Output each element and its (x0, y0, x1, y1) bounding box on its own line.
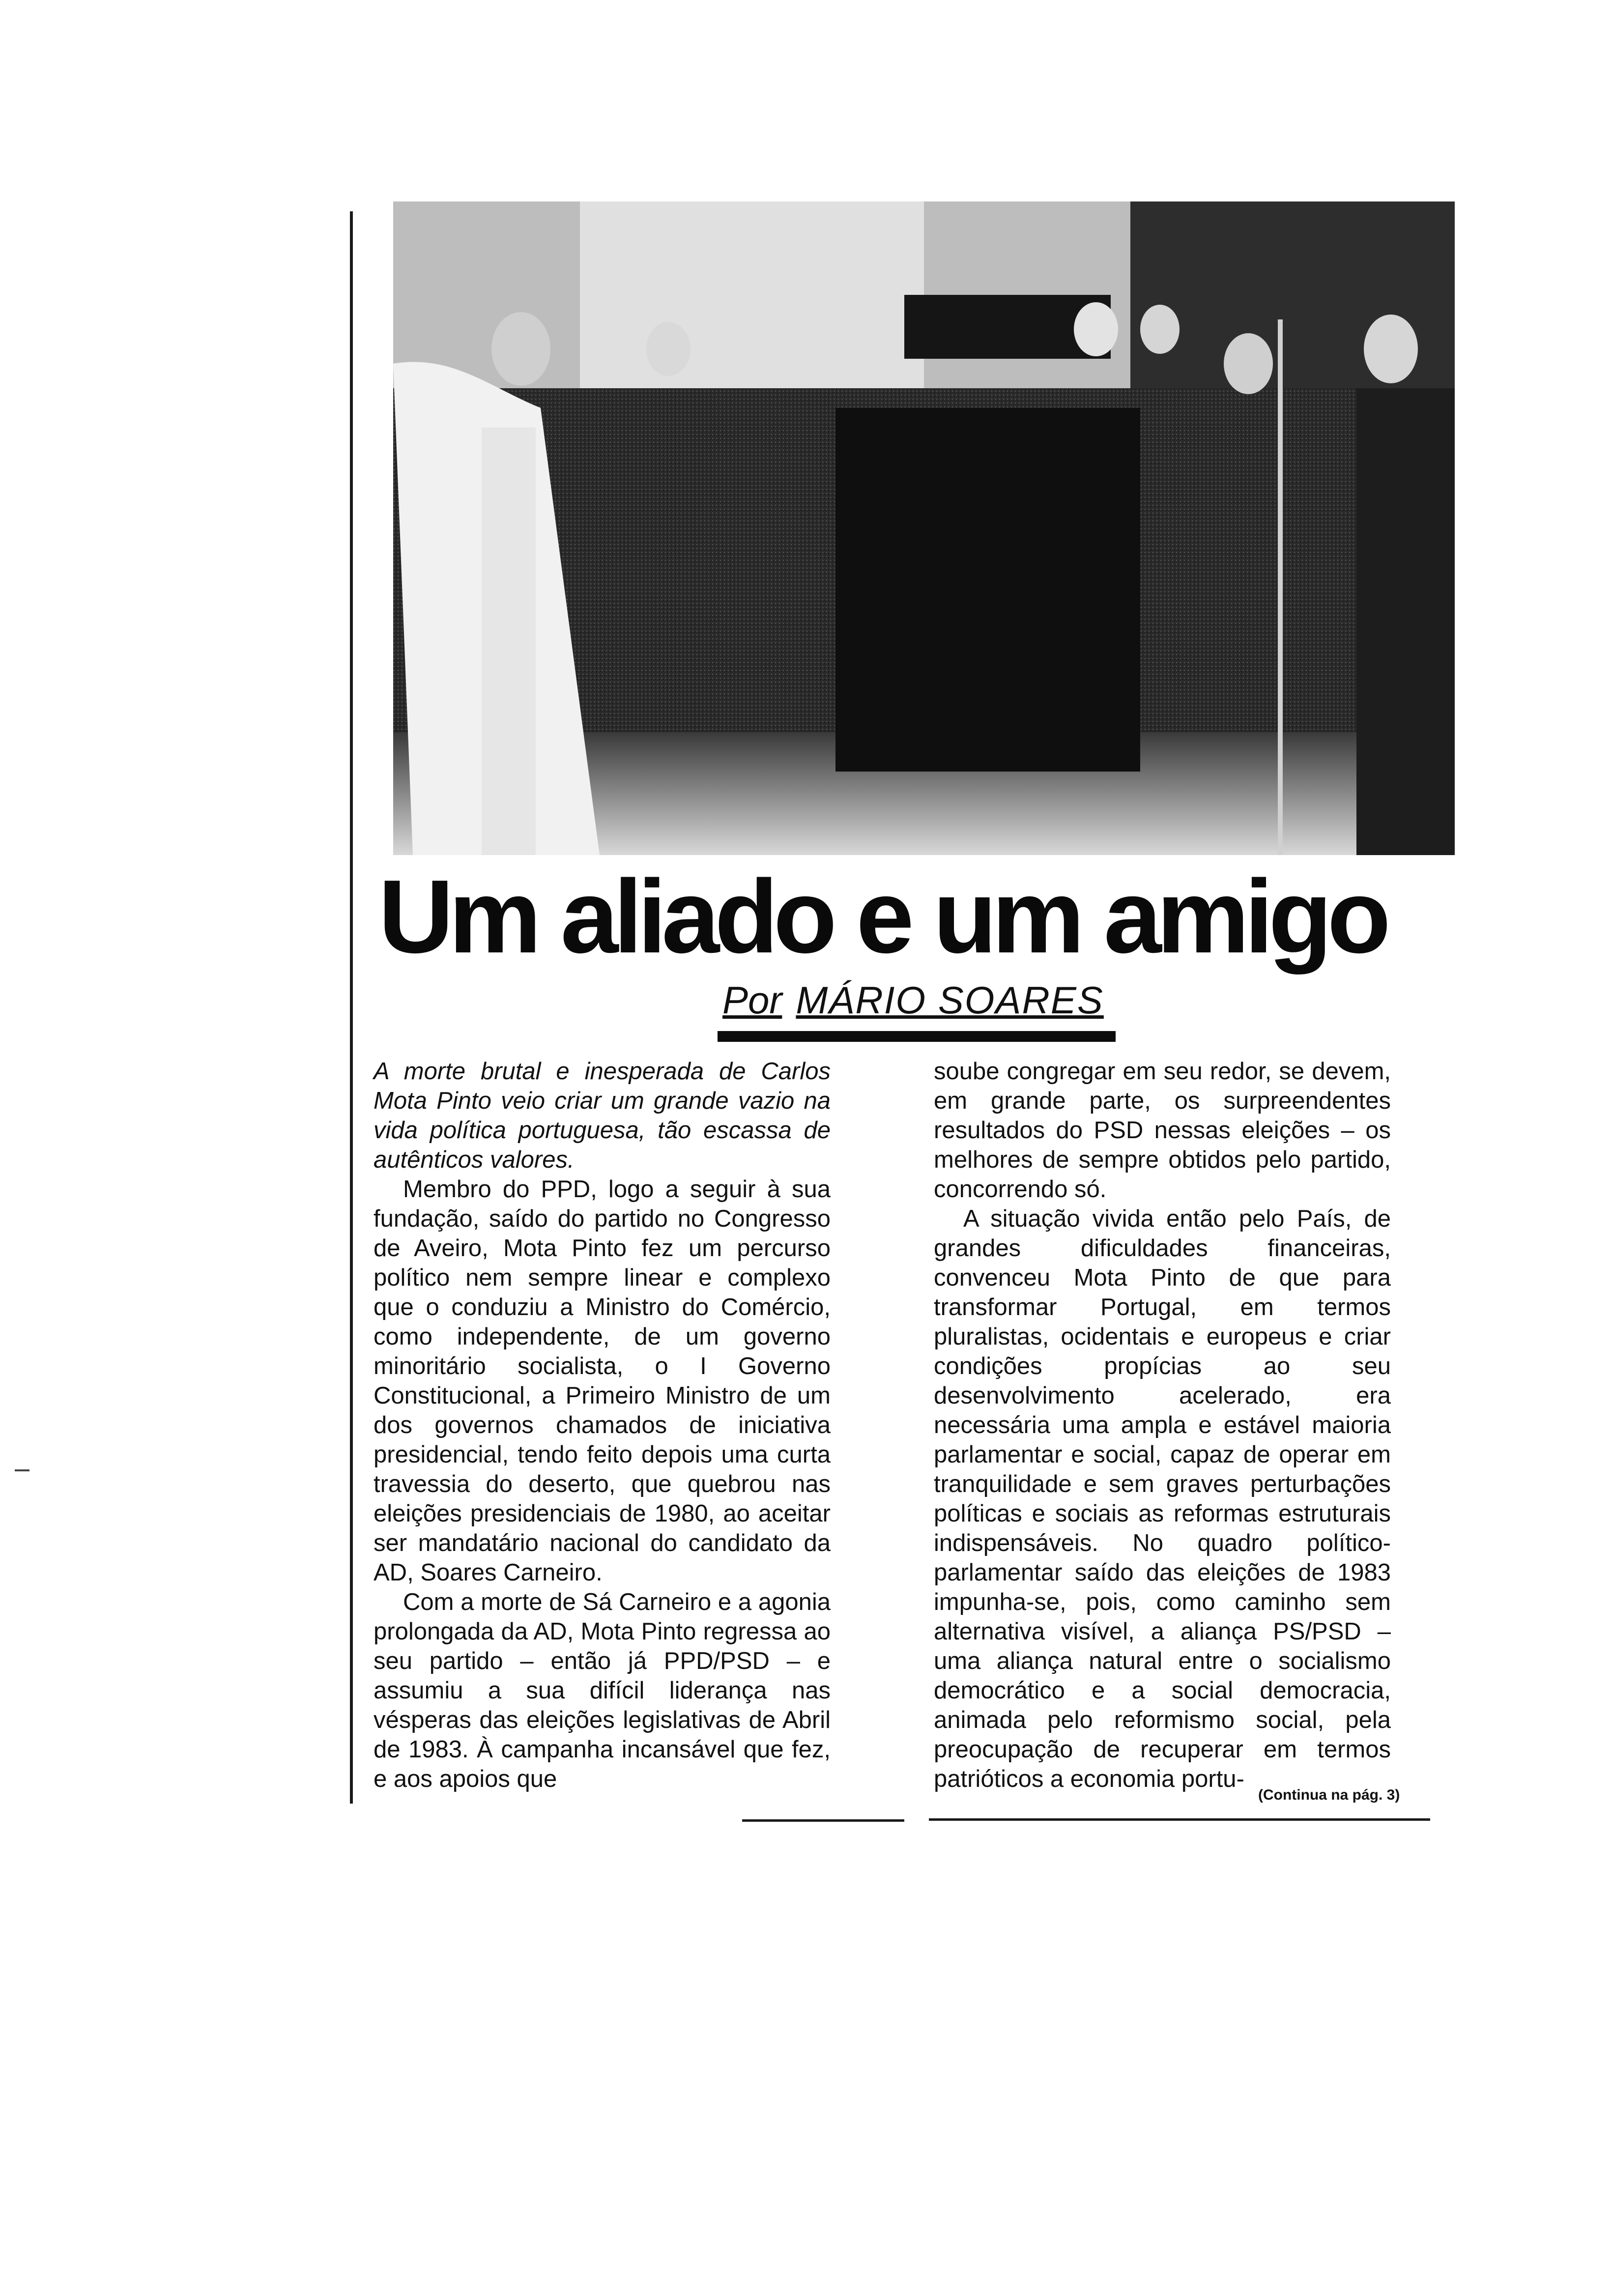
article-paragraph: A morte brutal e inesperada de Carlos Mota Pinto veio criar um grande vazio na vida política portuguesa, tão escassa de autênticos valores. (374, 1058, 831, 1173)
bottom-rule (929, 1818, 1430, 1821)
article-column-right (934, 1057, 1391, 1794)
article-paragraph: Membro do PPD, logo a seguir à sua fundação, saído do partido no Congresso de Aveiro, Mota Pinto fez um percurso político nem sempre linear e complexo que o conduziu a Ministro do Comércio, como independente, de um governo minoritário socialista, o I Governo Constitucional, a Primeiro Ministro de um dos governos chamados de iniciativa presidencial, tendo feito depois uma curta travessia do deserto, que quebrou nas eleições presidenciais de 1980, ao aceitar ser mandatário nacional do candidato da AD, Soares Carneiro. (374, 1176, 831, 1586)
article-paragraph: Com a morte de Sá Carneiro e a agonia prolongada da AD, Mota Pinto regressa ao seu partido – então já PPD/PSD – e assumiu a sua difícil liderança nas vésperas das eleições legislativas de Abril de 1983. À campanha incansável que fez, e aos apoios que (374, 1589, 831, 1792)
article-photo (393, 201, 1455, 855)
byline-rule (718, 1031, 1116, 1042)
article-column-left (374, 1057, 831, 1794)
bottom-rule (742, 1819, 904, 1822)
article-paragraph: soube congregar em seu redor, se devem, em grande parte, os surpreendentes resultados do PSD nessas eleições – os melhores de sempre obtidos pelo partido, concorrendo só. (934, 1058, 1391, 1203)
funeral-procession-photo-icon (393, 201, 1455, 855)
left-column-rule (350, 211, 353, 1804)
margin-mark (15, 1469, 29, 1471)
article-headline: Um aliado e um amigo (378, 858, 1386, 975)
byline (722, 978, 1104, 1022)
byline-label: Por (722, 978, 782, 1022)
continued-note: (Continua na pág. 3) (1258, 1787, 1400, 1803)
byline-author: MÁRIO SOARES (796, 978, 1104, 1022)
article-paragraph: A situação vivida então pelo País, de grandes dificuldades financeiras, convenceu Mota Pinto de que para transformar Portugal, em termos pluralistas, ocidentais e europeus e criar condições propícias ao seu desenvolvimento acelerado, era necessária uma ampla e estável maioria parlamentar e social, capaz de operar em tranquilidade e sem graves perturbações políticas e sociais as reformas estruturais indispensáveis. No quadro político-parlamentar saído das eleições de 1983 impunha-se, pois, como caminho sem alternativa visível, a aliança PS/PSD – uma aliança natural entre o socialismo democrático e a social democracia, animada pelo reformismo social, pela preocupação de recuperar em termos patrióticos a economia portu- (934, 1205, 1391, 1792)
